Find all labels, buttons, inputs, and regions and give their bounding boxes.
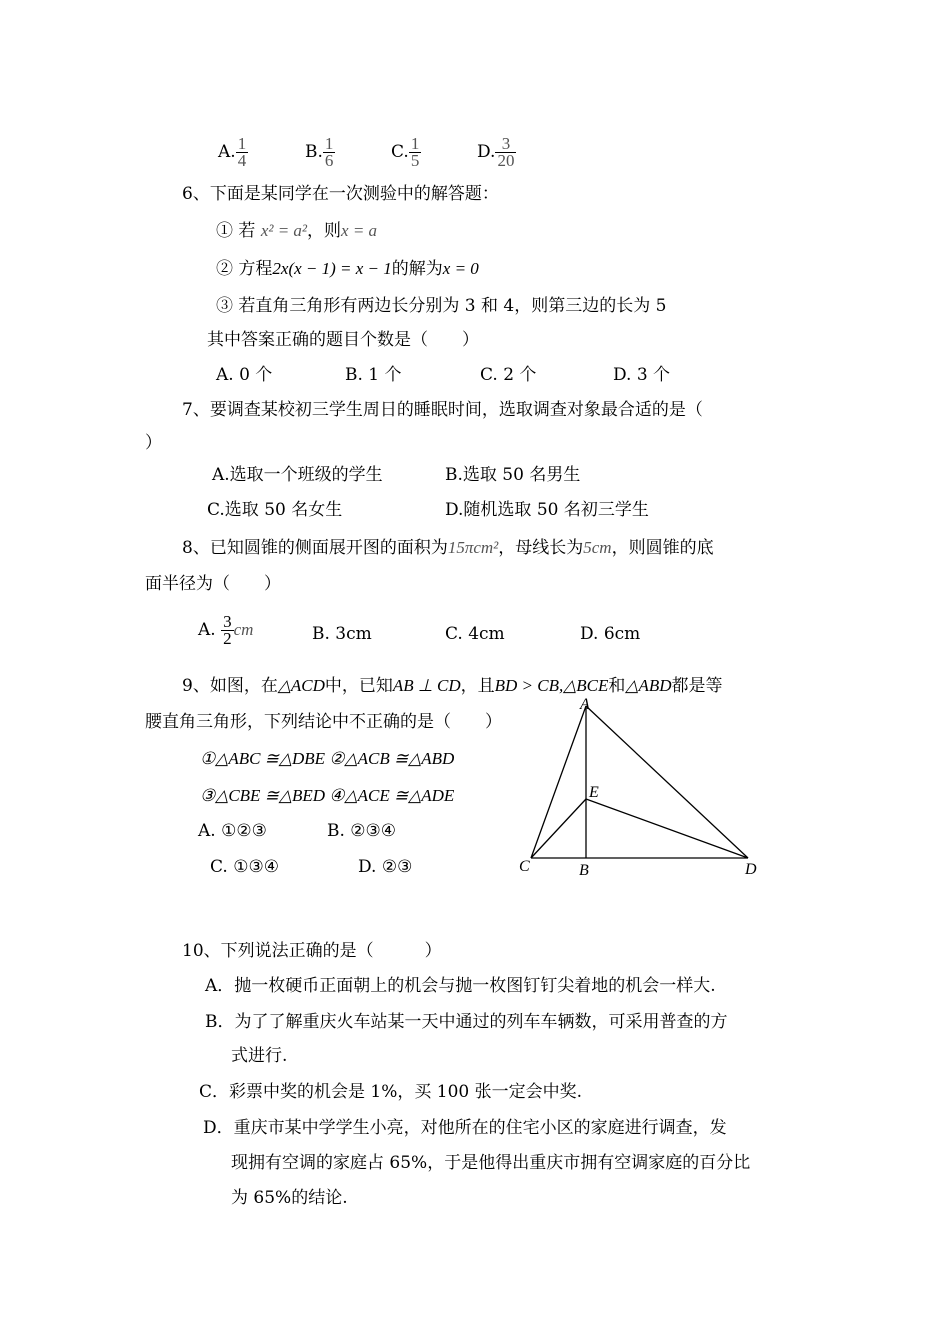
vertex-label-b: B — [579, 862, 589, 879]
q10-option-d-line-1: D．重庆市某中学学生小亮，对他所在的住宅小区的家庭进行调查，发 — [203, 1118, 727, 1138]
q7-option-c: C.选取 50 名女生 — [207, 500, 343, 520]
q8-option-c: C. 4cm — [445, 624, 505, 644]
q5-option-b-fraction: $\frac{1}{6}$ — [324, 134, 334, 170]
q7-option-a: A.选取一个班级的学生 — [212, 465, 383, 485]
segment-ed — [586, 799, 748, 858]
q7-stem-line-1: 7、要调查某校初三学生周日的睡眠时间，选取调查对象最合适的是（ — [182, 400, 703, 420]
q9-option-d: D. ②③ — [358, 857, 413, 877]
q6-s1-math-2: x = a — [341, 221, 378, 240]
q8-stem-line-2: 面半径为（ ） — [145, 574, 281, 594]
q6-option-c: C. 2 个 — [480, 365, 537, 385]
q5-option-d — [477, 136, 516, 169]
q5-option-a-fraction: $\frac{1}{4}$ — [237, 134, 247, 170]
q9-option-b: B. ②③④ — [327, 821, 397, 841]
q6-option-a: A. 0 个 — [216, 365, 273, 385]
q9-option-a: A. ①②③ — [198, 821, 267, 841]
q8-option-d: D. 6cm — [580, 624, 641, 644]
vertex-label-c: C — [519, 858, 530, 875]
q8-option-a-fraction: $\frac{3}{2}$ — [223, 612, 232, 648]
q5-option-a-label: A. — [218, 142, 236, 162]
q6-ask: 其中答案正确的题目个数是（ ） — [207, 330, 479, 350]
q8-area-math: 15πcm² — [447, 538, 499, 557]
segment-ad — [586, 706, 748, 858]
q5-option-c-fraction: $\frac{1}{5}$ — [410, 134, 420, 170]
q7-option-d: D.随机选取 50 名初三学生 — [445, 500, 649, 520]
vertex-label-e: E — [589, 784, 599, 801]
q5-option-c — [391, 136, 421, 169]
q6-stem: 6、下面是某同学在一次测验中的解答题： — [182, 184, 499, 204]
q9-stem-line-2: 腰直角三角形，下列结论中不正确的是（ ） — [145, 712, 502, 732]
q8-option-a: A. $\frac{3}{2}$ cm — [198, 612, 254, 648]
segment-ac — [531, 706, 586, 858]
q5-option-b-label: B. — [305, 142, 323, 162]
q10-option-a: A．抛一枚硬币正面朝上的机会与抛一枚图钉钉尖着地的机会一样大. — [205, 976, 716, 996]
q6-statement-1: ① 若 x² = a²，则x = a — [216, 221, 378, 241]
q6-s1-math-1: x² = a² — [260, 221, 308, 240]
q8-option-b: B. 3cm — [312, 624, 372, 644]
q10-option-b-line-1: B．为了了解重庆火车站某一天中通过的列车车辆数，可采用普查的方 — [205, 1012, 728, 1032]
q7-stem-line-2: ） — [145, 433, 162, 453]
q6-statement-3: ③ 若直角三角形有两边长分别为 3 和 4，则第三边的长为 5 — [216, 296, 667, 316]
q8-length-math: 5cm — [583, 538, 612, 557]
q5-option-d-label: D. — [477, 142, 496, 162]
q6-option-b: B. 1 个 — [345, 365, 402, 385]
q10-stem: 10、下列说法正确的是（ ） — [182, 941, 442, 961]
q6-s2-math-1: 2x(x − 1) = x − 1 — [272, 259, 392, 278]
q10-option-d-line-3: 为 65%的结论. — [231, 1188, 348, 1208]
q6-statement-2: ② 方程2x(x − 1) = x − 1的解为x = 0 — [216, 259, 479, 279]
q9-statements-2: ③△CBE ≅△BED ④△ACE ≅△ADE — [200, 786, 455, 805]
q5-option-c-label: C. — [391, 142, 409, 162]
q9-statements-1: ①△ABC ≅△DBE ②△ACB ≅△ABD — [200, 749, 455, 768]
q6-s2-math-2: x = 0 — [442, 259, 479, 278]
q10-option-d-line-2: 现拥有空调的家庭占 65%，于是他得出重庆市拥有空调家庭的百分比 — [231, 1153, 751, 1173]
vertex-label-d: D — [745, 861, 757, 878]
q9-stem-line-1: 9、如图，在△ACD中，已知AB ⊥ CD，且BD > CB,△BCE和△ABD都是等 — [182, 676, 723, 696]
q5-option-a — [218, 136, 248, 169]
segment-ce — [531, 799, 586, 858]
q10-option-c: C．彩票中奖的机会是 1%，买 100 张一定会中奖. — [199, 1082, 583, 1102]
q5-option-d-fraction: $\frac{3}{20}$ — [497, 134, 515, 170]
q10-option-b-line-2: 式进行. — [231, 1046, 288, 1066]
vertex-label-a: A — [580, 696, 590, 713]
q9-option-c: C. ①③④ — [210, 857, 279, 877]
q5-option-b — [305, 136, 335, 169]
q8-stem-line-1: 8、已知圆锥的侧面展开图的面积为15πcm²，母线长为5cm，则圆锥的底 — [182, 538, 714, 558]
q6-option-d: D. 3 个 — [613, 365, 671, 385]
q7-option-b: B.选取 50 名男生 — [445, 465, 581, 485]
q9-triangle-figure — [510, 692, 770, 882]
